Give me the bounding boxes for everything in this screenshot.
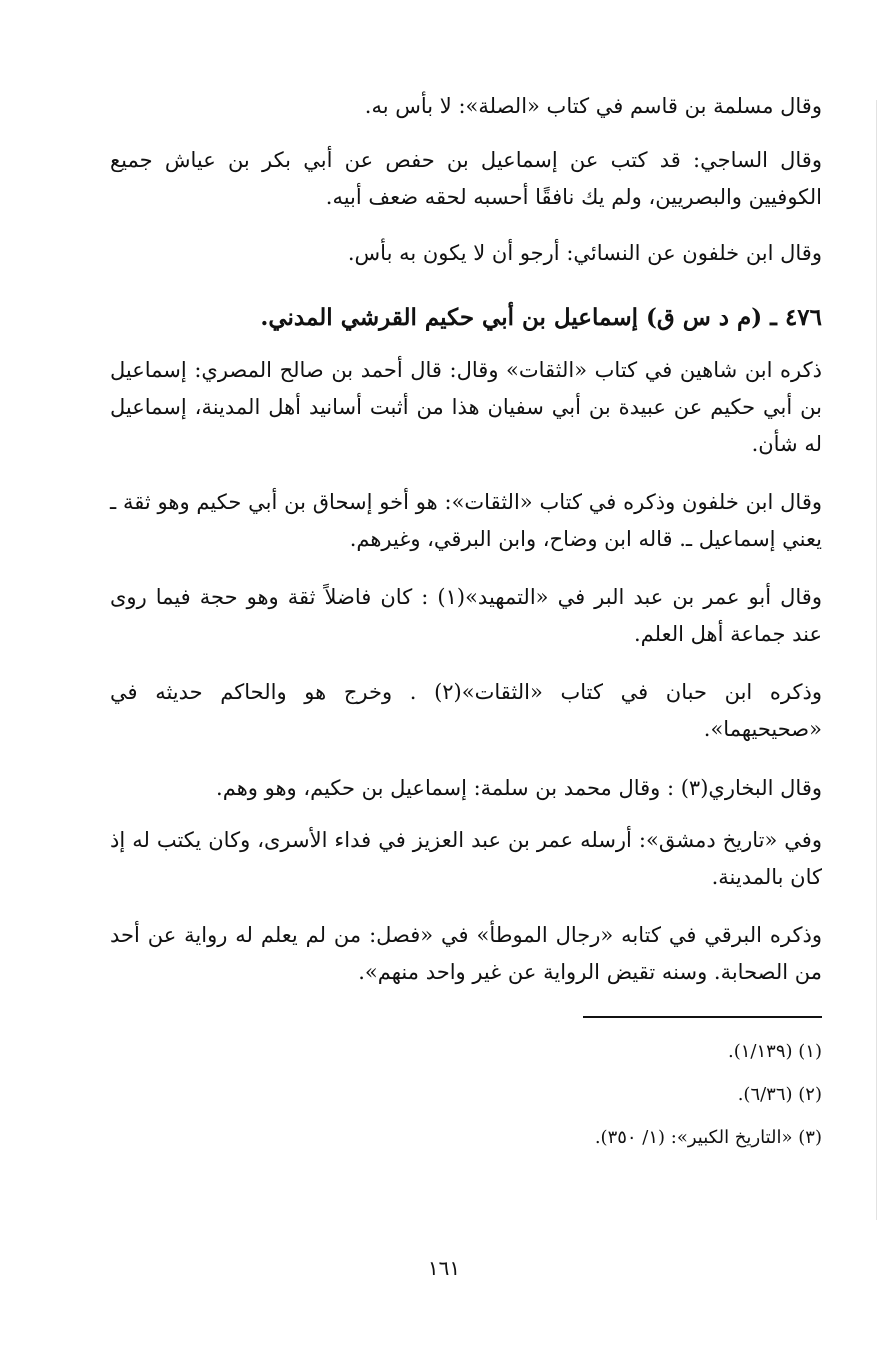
paragraph-barqi: وذكره البرقي في كتابه «رجال الموطأ» في «فصل: من لم يعلم له رواية عن أحد من الصحابة. وسنه تقيض الرواية عن غير واحد منهم». (110, 923, 822, 984)
paragraph-ibn-shahin: ذكره ابن شاهين في كتاب «الثقات» وقال: قال أحمد بن صالح المصري: إسماعيل بن أبي حكيم عن عبيدة بن أبي سفيان هذا من أثبت أسانيد أهل المدينة، إسماعيل له شأن. (110, 358, 822, 456)
footnote-separator (583, 1016, 822, 1018)
paragraph-bukhari: وقال البخاري(٣) : وقال محمد بن سلمة: إسماعيل بن حكيم، وهو وهم. (216, 776, 822, 800)
paragraph-tarikh-dimashq: وفي «تاريخ دمشق»: أرسله عمر بن عبد العزيز في فداء الأسرى، وكان يكتب له إذ كان بالمدينة. (110, 828, 822, 889)
page-number: ١٦١ (427, 1256, 461, 1280)
paragraph-ibn-hibban: وذكره ابن حبان في كتاب «الثقات»(٢) . وخرج هو والحاكم حديثه في «صحيحيهما». (110, 680, 822, 741)
paragraph-ibn-khalfun-thiqat: وقال ابن خلفون وذكره في كتاب «الثقات»: هو أخو إسحاق بن أبي حكيم وهو ثقة ـ يعني إسماعيل ـ. قاله ابن وضاح، وابن البرقي، وغيرهم. (110, 490, 822, 551)
footnote-2: (٢) (٦/٣٦). (737, 1084, 822, 1105)
footnote-1: (١) (١/١٣٩). (728, 1041, 822, 1062)
paragraph-ibn-khalfun-nasai: وقال ابن خلفون عن النسائي: أرجو أن لا يكون به بأس. (347, 241, 822, 265)
entry-heading: ٤٧٦ ـ (م د س ق) إسماعيل بن أبي حكيم القرشي المدني. (260, 304, 822, 331)
page-edge-line (876, 100, 877, 1220)
paragraph-ibn-abd-al-barr: وقال أبو عمر بن عبد البر في «التمهيد»(١) : كان فاضلاً ثقة وهو حجة فيما روى عند جماعة أهل العلم. (110, 585, 822, 646)
footnote-3: (٣) «التاريخ الكبير»: (١/ ٣٥٠). (594, 1127, 822, 1148)
paragraph-maslama: وقال مسلمة بن قاسم في كتاب «الصلة»: لا بأس به. (364, 94, 822, 118)
paragraph-saji: وقال الساجي: قد كتب عن إسماعيل بن حفص عن أبي بكر بن عياش جميع الكوفيين والبصريين، ولم يك نافقًا أحسبه لحقه ضعف أبيه. (110, 148, 822, 209)
